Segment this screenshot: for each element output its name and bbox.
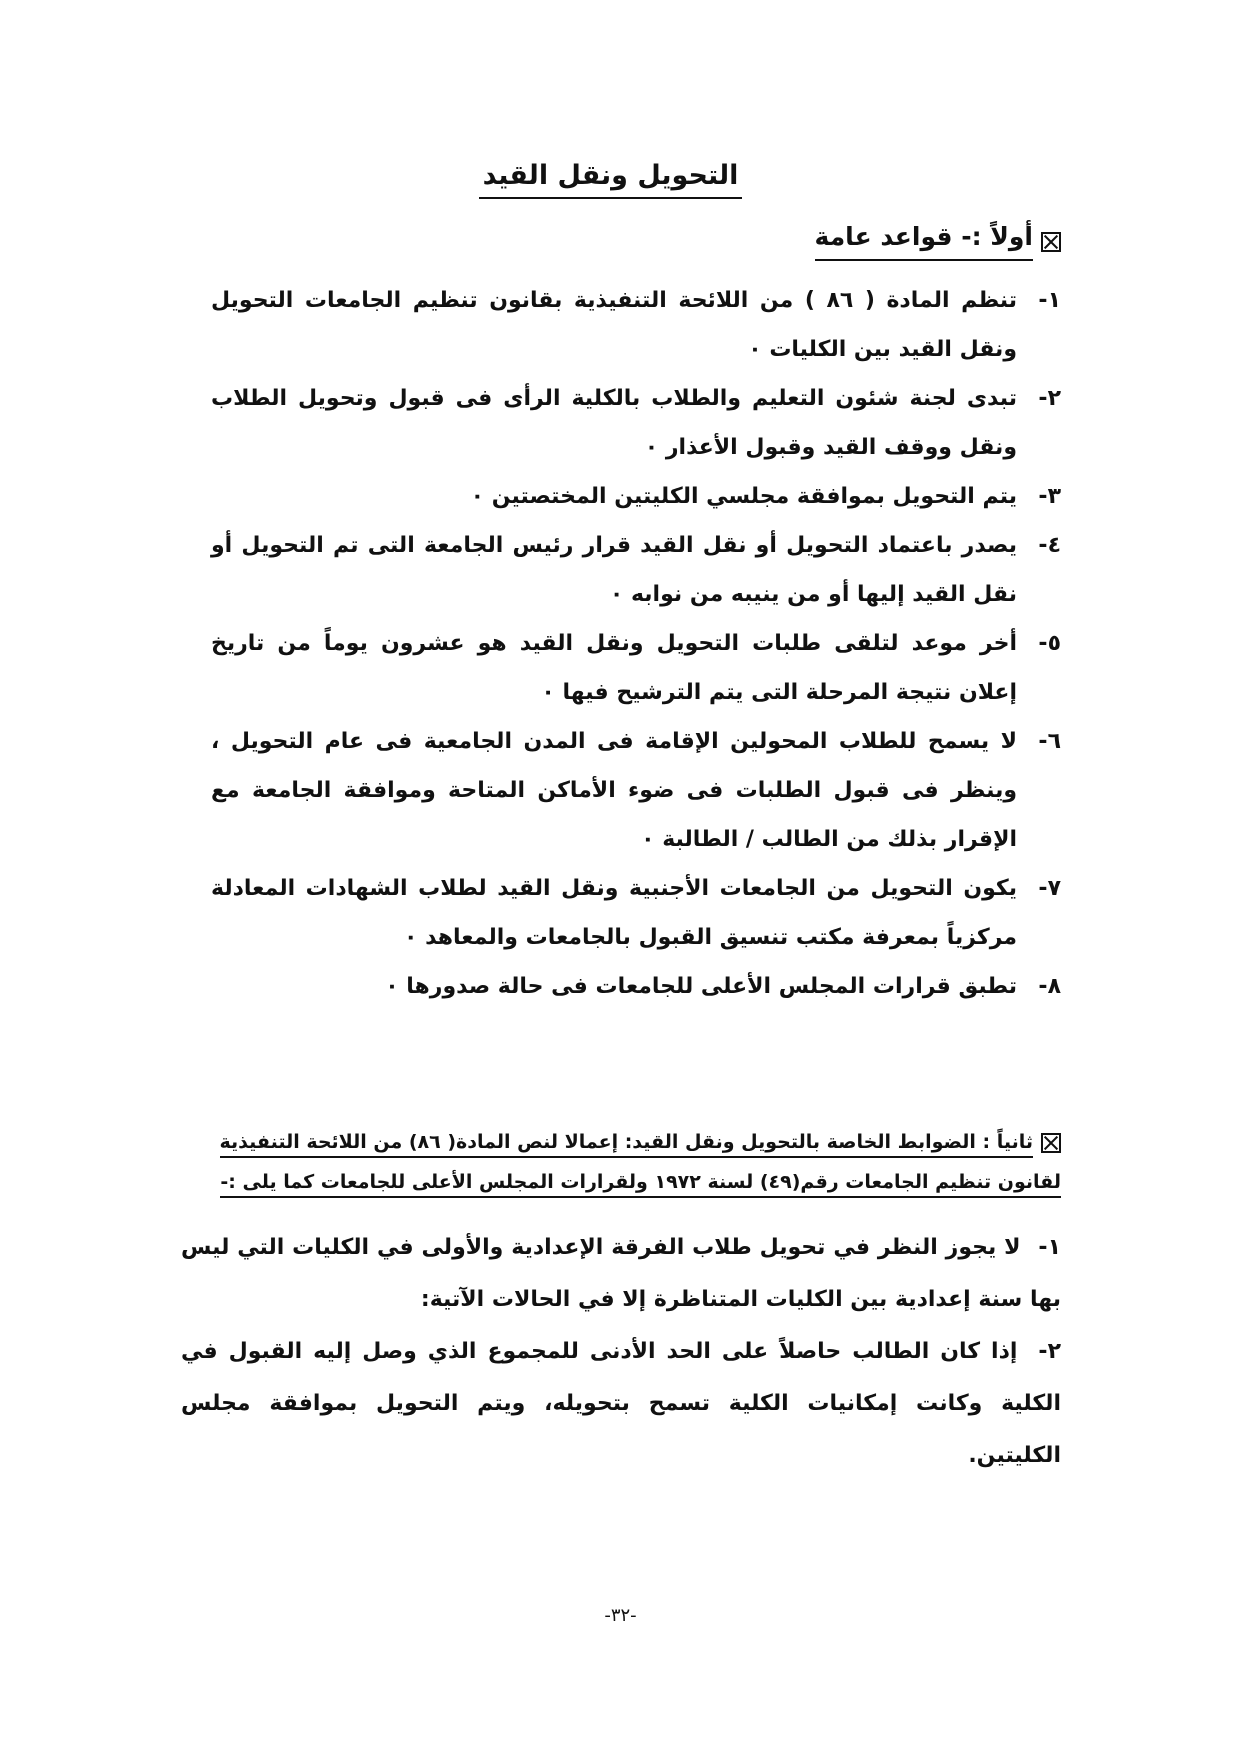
section2-list [181,1222,1061,1482]
list-item-text: لا يسمح للطلاب المحولين الإقامة فى المدن الجامعية فى عام التحويل ، وينظر فى قبول الطلبات فى ضوء الأماكن المتاحة وموافقة الجامعة مع الإقرار بذلك من الطالب / الطالبة ٠ [211,729,1017,852]
list-item-text: تطبق قرارات المجلس الأعلى للجامعات فى حالة صدورها ٠ [385,974,1017,999]
section2-heading [181,1122,1061,1202]
list-item [211,472,1061,521]
checkbox-x-icon [1041,232,1061,252]
section1-list [211,276,1061,1011]
list-item [211,864,1061,962]
list-item-text: تنظم المادة ( ٨٦ ) من اللائحة التنفيذية بقانون تنظيم الجامعات التحويل ونقل القيد بين الكليات ٠ [211,288,1018,362]
list-item-text: إذا كان الطالب حاصلاً على الحد الأدنى للمجموع الذي وصل إليه القبول في الكلية وكانت إمكانيات الكلية تسمح بتحويله، ويتم التحويل بموافقة مجلس الكليتين. [181,1339,1061,1468]
list-item-text: تبدى لجنة شئون التعليم والطلاب بالكلية الرأى فى قبول وتحويل الطلاب ونقل ووقف القيد وقبول الأعذار ٠ [211,386,1017,460]
list-item [181,1326,1061,1482]
list-item-text: أخر موعد لتلقى طلبات التحويل ونقل القيد هو عشرون يوماً من تاريخ إعلان نتيجة المرحلة التى يتم الترشيح فيها ٠ [211,631,1017,705]
list-item [211,717,1061,864]
list-item-number: ٤- [1038,533,1061,558]
list-item-text: يصدر باعتماد التحويل أو نقل القيد قرار رئيس الجامعة التى تم التحويل أو نقل القيد إليها أو من ينيبه من نوابه ٠ [211,533,1017,607]
list-item-number: ٨- [1038,974,1061,999]
checkbox-x-icon [1041,1133,1061,1153]
section2-heading-line2: لقانون تنظيم الجامعات رقم(٤٩) لسنة ١٩٧٢ ولقرارات المجلس الأعلى للجامعات كما يلى :- [181,1162,1061,1202]
list-item [211,374,1061,472]
section1-heading-text: أولاً :- قواعد عامة [815,222,1033,261]
list-item-number: ٦- [1038,729,1061,754]
section1-heading [815,222,1061,261]
list-item-number: ١- [1038,1235,1061,1260]
list-item-number: ٣- [1038,484,1061,509]
page-title: التحويل ونقل القيد [0,160,1241,199]
list-item-number: ٢- [1038,386,1061,411]
list-item-number: ٢- [1038,1339,1061,1364]
list-item-text: لا يجوز النظر في تحويل طلاب الفرقة الإعدادية والأولى في الكليات التي ليس بها سنة إعدادية بين الكليات المتناظرة إلا في الحالات الآتية: [181,1235,1061,1312]
list-item [211,276,1061,374]
list-item [211,619,1061,717]
list-item-text: يتم التحويل بموافقة مجلسي الكليتين المختصتين ٠ [470,484,1017,509]
list-item-text: يكون التحويل من الجامعات الأجنبية ونقل القيد لطلاب الشهادات المعادلة مركزياً بمعرفة مكتب تنسيق القبول بالجامعات والمعاهد ٠ [211,876,1017,950]
section2-heading-line1: ثانياً : الضوابط الخاصة بالتحويل ونقل القيد: إعمالا لنص المادة( ٨٦) من اللائحة التنفيذية [181,1122,1061,1162]
list-item-number: ١- [1038,288,1061,313]
list-item [181,1222,1061,1326]
page-number: -٣٢- [604,1605,637,1626]
list-item-number: ٥- [1038,631,1061,656]
list-item [211,521,1061,619]
list-item-number: ٧- [1038,876,1061,901]
list-item [211,962,1061,1011]
